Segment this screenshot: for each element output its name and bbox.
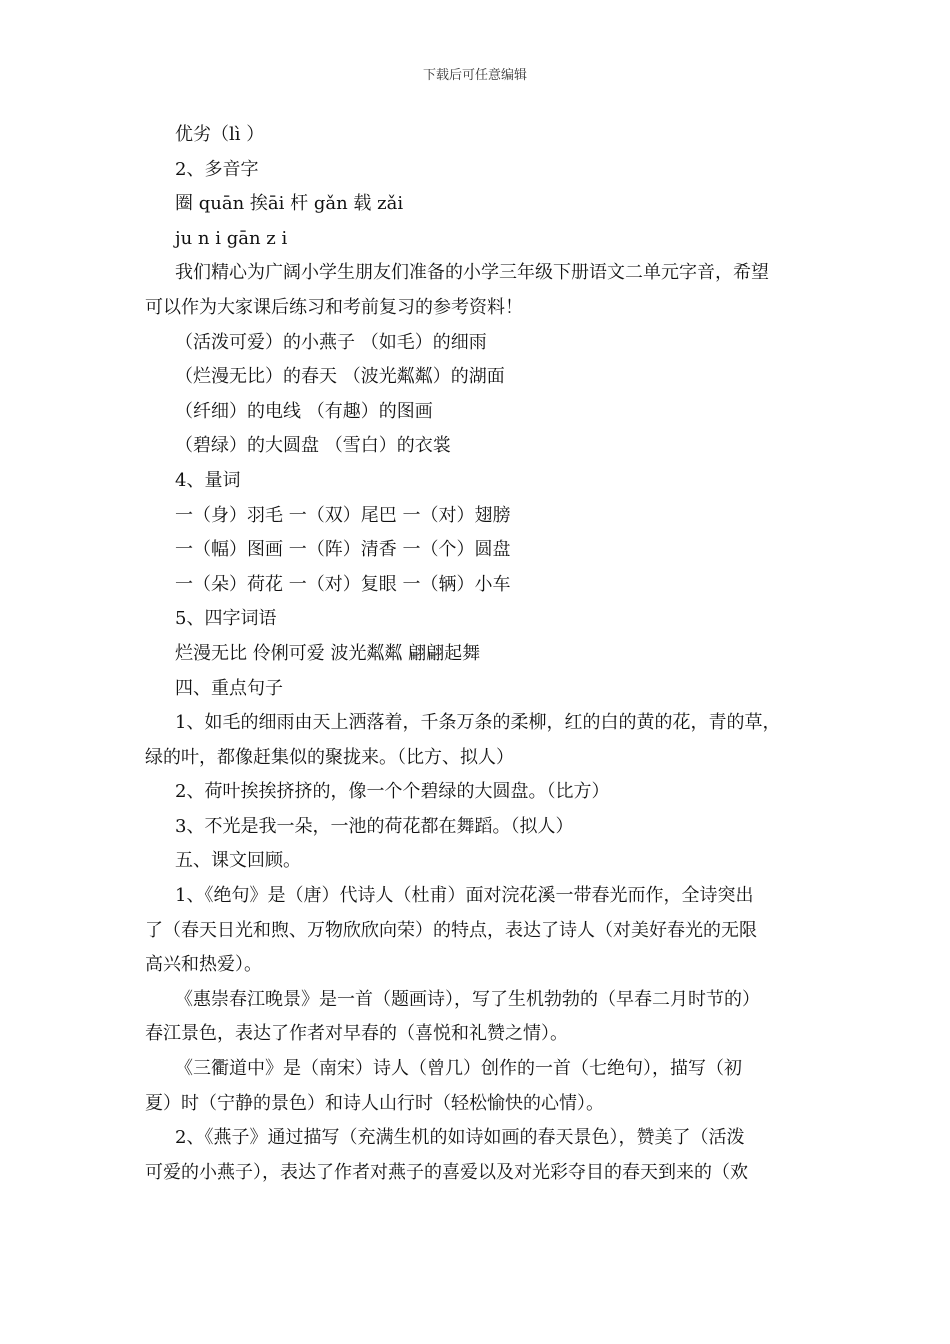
section-heading: 4、量词 <box>175 469 241 491</box>
text-line: 了（春天日光和煦、万物欣欣向荣）的特点，表达了诗人（对美好春光的无限 <box>145 919 757 941</box>
text-line: （烂漫无比）的春天 （波光粼粼）的湖面 <box>175 366 505 388</box>
text-line: 《惠崇春江晚景》是一首（题画诗），写了生机勃勃的（早春二月时节的） <box>175 988 760 1010</box>
section-heading: 5、四字词语 <box>175 608 277 630</box>
text-line: 可以作为大家课后练习和考前复习的参考资料！ <box>145 296 523 318</box>
text-line: 可爱的小燕子），表达了作者对燕子的喜爱以及对光彩夺目的春天到来的（欢 <box>145 1161 748 1183</box>
text-line: （纤细）的电线 （有趣）的图画 <box>175 400 433 422</box>
text-line: 一（幅）图画 一（阵）清香 一（个）圆盘 <box>175 539 511 561</box>
text-line: 1、《绝句》是（唐）代诗人（杜甫）面对浣花溪一带春光而作，全诗突出 <box>175 885 754 907</box>
document-body <box>145 118 825 1190</box>
text-line: 我们精心为广阔小学生朋友们准备的小学三年级下册语文二单元字音，希望 <box>175 262 769 284</box>
section-heading: 四、重点句子 <box>175 677 283 699</box>
text-line: 1、如毛的细雨由天上洒落着，千条万条的柔柳，红的白的黄的花，青的草， <box>175 712 781 734</box>
text-line: 优劣（lì ） <box>175 124 265 145</box>
text-line: 2、《燕子》通过描写（充满生机的如诗如画的春天景色），赞美了（活泼 <box>175 1127 745 1149</box>
text-line: 绿的叶，都像赶集似的聚拢来。（比方、拟人） <box>145 746 514 768</box>
section-heading: 五、课文回顾。 <box>175 850 301 872</box>
text-line: 烂漫无比 伶俐可爱 波光粼粼 翩翩起舞 <box>175 642 481 664</box>
text-line: 夏）时（宁静的景色）和诗人山行时（轻松愉快的心情）。 <box>145 1092 604 1114</box>
text-line: 春江景色，表达了作者对早春的（喜悦和礼赞之情）。 <box>145 1023 568 1045</box>
text-line: 《三衢道中》是（南宋）诗人（曾几）创作的一首（七绝句），描写（初 <box>175 1058 742 1080</box>
text-line: 一（身）羽毛 一（双）尾巴 一（对）翅膀 <box>175 504 511 526</box>
text-line: （碧绿）的大圆盘 （雪白）的衣裳 <box>175 435 451 457</box>
text-line: 圈 quān 挨āi 杆 gǎn 载 zǎi <box>175 193 404 215</box>
section-heading: 2、多音字 <box>175 158 259 180</box>
page-header: 下载后可任意编辑 <box>422 68 527 83</box>
text-line: 一（朵）荷花 一（对）复眼 一（辆）小车 <box>175 573 511 595</box>
text-line: ju n i gān z i <box>175 227 288 249</box>
text-line: 3、不光是我一朵，一池的荷花都在舞蹈。（拟人） <box>175 815 574 837</box>
text-line: 2、荷叶挨挨挤挤的，像一个个碧绿的大圆盘。（比方） <box>175 781 610 803</box>
text-line: （活泼可爱）的小燕子 （如毛）的细雨 <box>175 331 487 353</box>
text-line: 高兴和热爱）。 <box>145 954 262 976</box>
